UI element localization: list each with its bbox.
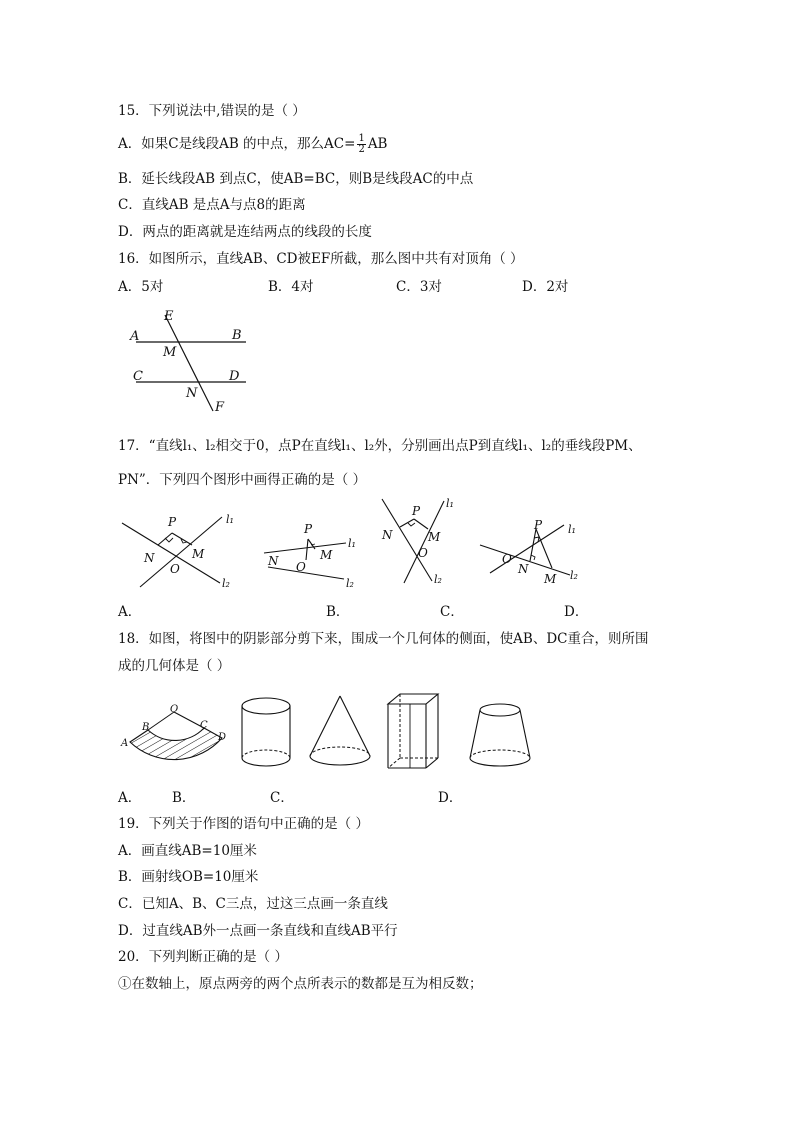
q17b-label-n: N <box>268 554 279 568</box>
q17b-label-o: O <box>296 560 306 574</box>
q17a-label-m: M <box>192 547 205 561</box>
q17b-label-m: M <box>320 548 333 562</box>
q17-option-d: D． <box>564 604 589 620</box>
q15-stem: 15．下列说法中,错误的是（ ） <box>118 103 306 119</box>
q19-option-c: C．已知A、B、C三点，过这三点画一条直线 <box>118 896 388 912</box>
q17a-label-p: P <box>168 515 177 529</box>
q15-option-a <box>118 134 387 155</box>
q17c-label-o: O <box>418 546 428 560</box>
q17d-label-n: N <box>518 562 529 576</box>
q17-option-a: A． <box>118 604 142 620</box>
q16-option-d: D．2对 <box>522 279 569 295</box>
q16-stem: 16．如图所示，直线AB、CD被EF所截，那么图中共有对顶角（ ） <box>118 251 524 267</box>
q17-option-c: C． <box>440 604 464 620</box>
q17d-label-p: P <box>534 518 543 532</box>
q15-option-d: D．两点的距离就是连结两点的线段的长度 <box>118 224 372 240</box>
q18-option-b: B． <box>172 790 196 806</box>
q17d-label-m: M <box>544 572 557 586</box>
q18-prism <box>384 690 444 772</box>
q17c-label-l2: l₂ <box>434 573 442 586</box>
q18-option-d: D． <box>438 790 463 806</box>
q18-label-o: O <box>170 704 179 715</box>
q17a-label-l1: l₁ <box>226 513 234 526</box>
q18-sector-figure <box>118 702 238 782</box>
q16-label-n: N <box>186 386 198 401</box>
q17d-label-l1: l₁ <box>568 523 576 536</box>
q16-figure <box>118 305 258 415</box>
q18-stem-line1: 18．如图，将图中的阴影部分剪下来，围成一个几何体的侧面，使AB、DC重合，则所围 <box>118 631 649 647</box>
q19-option-a: A．画直线AB=10厘米 <box>118 843 257 859</box>
q17b-label-l1: l₁ <box>348 537 356 550</box>
q17a-label-o: O <box>170 562 180 576</box>
q17a-label-n: N <box>144 551 155 565</box>
fraction <box>357 134 365 155</box>
q17-stem-line2: PN”．下列四个图形中画得正确的是（ ） <box>118 472 367 488</box>
q17d-label-o: O <box>502 552 512 566</box>
q17-stem-line1: 17．“直线l₁、l₂相交于0，点P在直线l₁、l₂外，分别画出点P到直线l₁、l₂的垂线段PM、 <box>118 438 642 454</box>
q18-stem-line2: 成的几何体是（ ） <box>118 658 231 674</box>
q18-option-a: A． <box>118 790 142 806</box>
q16-label-f: F <box>215 400 225 415</box>
q16-option-a: A．5对 <box>118 279 164 295</box>
q17-figure-a <box>120 505 250 595</box>
q18-label-b: B <box>142 722 150 733</box>
q15-option-a-tail: AB <box>367 136 388 152</box>
q19-option-d: D．过直线AB外一点画一条直线和直线AB平行 <box>118 923 398 939</box>
q16-label-m: M <box>163 345 177 360</box>
q20-item-1: ①在数轴上，原点两旁的两个点所表示的数都是互为相反数； <box>118 976 483 992</box>
q19-option-b: B．画射线OB=10厘米 <box>118 869 259 885</box>
q16-option-b: B．4对 <box>268 279 314 295</box>
q17-option-b: B． <box>326 604 350 620</box>
q18-cylinder <box>238 694 298 770</box>
q16-label-c: C <box>133 369 143 384</box>
q18-cone <box>306 692 376 772</box>
q20-stem: 20．下列判断正确的是（ ） <box>118 949 288 965</box>
q15-option-b: B．延长线段AB 到点C，使AB=BC，则B是线段AC的中点 <box>118 171 474 187</box>
q17-figure-d <box>478 515 598 590</box>
q18-label-a: A <box>121 738 129 749</box>
q16-label-a: A <box>130 329 140 344</box>
q17b-label-l2: l₂ <box>346 577 354 590</box>
q16-label-d: D <box>229 369 240 384</box>
q17a-label-l2: l₂ <box>222 577 230 590</box>
q15-option-a-text: A．如果C是线段AB 的中点，那么AC= <box>118 136 356 152</box>
fraction-numerator: 1 <box>358 133 365 144</box>
q17d-label-l2: l₂ <box>570 569 578 582</box>
fraction-denominator: 2 <box>358 144 365 155</box>
q18-frustum <box>466 700 536 770</box>
q15-option-c: C．直线AB 是点A与点8的距离 <box>118 197 306 213</box>
q17c-label-m: M <box>428 530 441 544</box>
q18-label-c: C <box>200 720 208 731</box>
q18-label-d: D <box>218 732 227 743</box>
q17c-label-p: P <box>412 504 421 518</box>
q18-option-c: C． <box>270 790 294 806</box>
q16-label-b: B <box>232 328 242 343</box>
q17b-label-p: P <box>304 522 313 536</box>
q17-figure-c <box>378 495 468 590</box>
q17c-label-l1: l₁ <box>446 497 454 510</box>
q16-label-e: E <box>164 309 174 324</box>
q17c-label-n: N <box>382 528 393 542</box>
q19-stem: 19．下列关于作图的语句中正确的是（ ） <box>118 816 369 832</box>
q16-option-c: C．3对 <box>396 279 442 295</box>
q17-figure-b <box>260 515 370 595</box>
